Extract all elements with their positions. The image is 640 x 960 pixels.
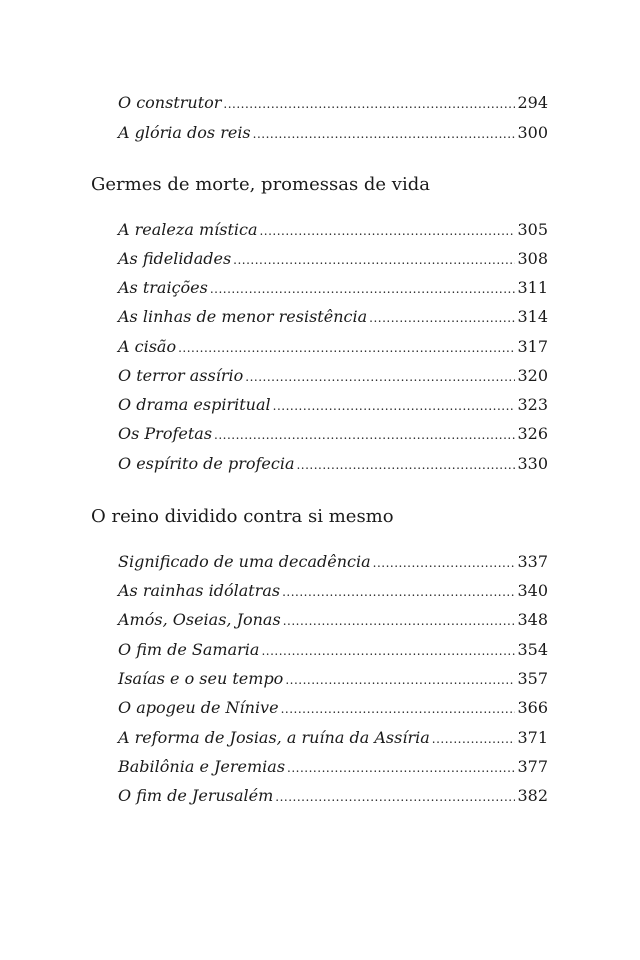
toc-entry-title: A glória dos reis [118, 123, 251, 142]
toc-entry-title: O drama espiritual [118, 395, 271, 414]
toc-entry-page: 371 [517, 728, 548, 747]
toc-entry [118, 394, 548, 416]
toc-entry-page: 323 [517, 395, 548, 414]
toc-entry-title: O apogeu de Nínive [118, 698, 279, 717]
dot-leader [245, 366, 515, 388]
dot-leader [285, 669, 515, 691]
dot-leader [178, 337, 515, 359]
toc-entry-page: 317 [517, 337, 548, 356]
toc-entry-title: As traições [118, 278, 208, 297]
toc-entry [118, 92, 548, 114]
toc-entry [118, 277, 548, 299]
dot-leader [253, 123, 516, 145]
toc-entry-page: 308 [517, 249, 548, 268]
dot-leader [296, 454, 515, 476]
toc-entry [118, 219, 548, 241]
toc-entry-page: 326 [517, 424, 548, 443]
toc-entry-page: 357 [517, 669, 548, 688]
toc-entry-title: O fim de Samaria [118, 640, 260, 659]
toc-entry-title: O terror assírio [118, 366, 244, 385]
toc-entry-title: As fidelidades [118, 249, 232, 268]
toc-entry-title: O construtor [118, 93, 222, 112]
dot-leader [273, 395, 516, 417]
dot-leader [275, 786, 515, 808]
toc-entry-page: 305 [517, 220, 548, 239]
toc-entry [118, 306, 548, 328]
toc-entry-page: 354 [517, 640, 548, 659]
dot-leader [259, 220, 515, 242]
dot-leader [214, 424, 515, 446]
dot-leader [282, 581, 515, 603]
dot-leader [369, 307, 515, 329]
toc-entry-title: A reforma de Josias, a ruína da Assíria [118, 728, 430, 747]
toc-entry-title: Isaías e o seu tempo [118, 669, 284, 688]
dot-leader [210, 278, 516, 300]
toc-entry [118, 365, 548, 387]
toc-entry [118, 551, 548, 573]
dot-leader [281, 698, 516, 720]
toc-entry [118, 336, 548, 358]
toc-entry [118, 668, 548, 690]
toc-entry-title: Os Profetas [118, 424, 213, 443]
toc-entry [118, 639, 548, 661]
toc-entry-page: 377 [517, 757, 548, 776]
toc-entry [118, 697, 548, 719]
toc-entry-title: Amós, Oseias, Jonas [118, 610, 281, 629]
toc-entry-page: 314 [517, 307, 548, 326]
toc-entry [118, 756, 548, 778]
toc-entry-title: A cisão [118, 337, 177, 356]
toc-entry-title: A realeza mística [118, 220, 258, 239]
dot-leader [283, 610, 516, 632]
toc-entry [118, 609, 548, 631]
toc-entry-page: 311 [517, 278, 548, 297]
toc-entry-page: 340 [517, 581, 548, 600]
toc-entry [118, 248, 548, 270]
toc-entry-page: 366 [517, 698, 548, 717]
dot-leader [432, 728, 516, 750]
dot-leader [233, 249, 515, 271]
dot-leader [373, 552, 516, 574]
section-heading: Germes de morte, promessas de vida [91, 174, 430, 195]
toc-entry-page: 337 [517, 552, 548, 571]
toc-entry-page: 300 [517, 123, 548, 142]
toc-entry-title: As rainhas idólatras [118, 581, 281, 600]
toc-entry [118, 453, 548, 475]
dot-leader [261, 640, 515, 662]
toc-entry [118, 785, 548, 807]
toc-entry [118, 727, 548, 749]
toc-entry [118, 580, 548, 602]
toc-entry-page: 330 [517, 454, 548, 473]
toc-entry-title: As linhas de menor resistência [118, 307, 368, 326]
toc-entry-page: 348 [517, 610, 548, 629]
toc-entry-title: O fim de Jerusalém [118, 786, 274, 805]
dot-leader [223, 93, 515, 115]
toc-entry-title: O espírito de profecia [118, 454, 295, 473]
toc-entry [118, 122, 548, 144]
toc-entry-page: 320 [517, 366, 548, 385]
dot-leader [287, 757, 515, 779]
toc-entry-title: Significado de uma decadência [118, 552, 371, 571]
toc-entry [118, 423, 548, 445]
toc-entry-title: Babilônia e Jeremias [118, 757, 286, 776]
toc-entry-page: 382 [517, 786, 548, 805]
section-heading: O reino dividido contra si mesmo [91, 506, 394, 527]
toc-entry-page: 294 [517, 93, 548, 112]
